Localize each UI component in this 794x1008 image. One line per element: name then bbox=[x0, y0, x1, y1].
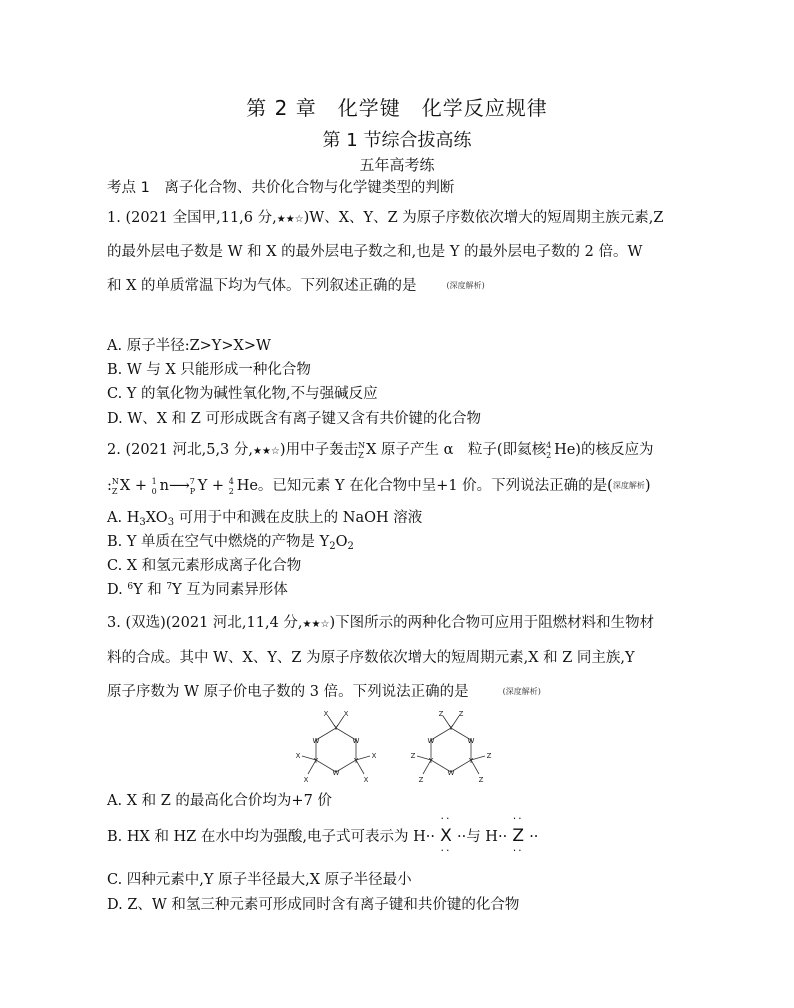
q3-stem-line3: 原子序数为 W 原子价电子数的 3 倍。下列说法正确的是 (深度解析) bbox=[107, 684, 541, 700]
q1-option-c: C. Y 的氧化物为碱性氧化物,不与强碱反应 bbox=[107, 386, 378, 402]
svg-text:W: W bbox=[312, 737, 320, 745]
q2-option-d: D. $^6$Y 和 $^7$Y 互为同素异形体 bbox=[107, 582, 288, 598]
nuclide-x: N Z bbox=[358, 441, 366, 460]
answer-tag: (深度解析) bbox=[502, 687, 541, 697]
svg-text:X: X bbox=[363, 776, 369, 784]
svg-text:X: X bbox=[343, 710, 349, 718]
topic-heading: 考点 1 离子化合物、共价化合物与化学键类型的判断 bbox=[107, 180, 455, 196]
q1-stem-line1: 1. (2021 全国甲,11,6 分,★★☆)W、X、Y、Z 为原子序数依次增大的短周期主族元素,Z bbox=[107, 210, 664, 226]
svg-text:X: X bbox=[295, 752, 301, 760]
q3-stem-line2: 料的合成。其中 W、X、Y、Z 为原子序数依次增大的短周期元素,X 和 Z 同主族,Y bbox=[107, 650, 635, 666]
chapter-title: 第 2 章 化学键 化学反应规律 bbox=[246, 96, 548, 120]
svg-text:Y: Y bbox=[313, 757, 319, 765]
difficulty-stars: ★★☆ bbox=[302, 619, 330, 630]
svg-text:X: X bbox=[323, 710, 329, 718]
svg-text:Z: Z bbox=[438, 710, 444, 718]
svg-text:Z: Z bbox=[418, 776, 424, 784]
nuclide-he: 4 2 bbox=[546, 441, 552, 460]
subtitle: 五年高考练 bbox=[359, 156, 435, 174]
svg-text:W: W bbox=[467, 737, 475, 745]
q2-nuclear-equation: : N Z X + 1 0 n⟶ 7 P Y + 4 2 He。已知元素 Y 在化合物中呈+1 价。下列说法正确的是(深度解析) bbox=[107, 477, 651, 496]
q1-option-a: A. 原子半径:Z>Y>X>W bbox=[107, 338, 271, 354]
q3-option-a: A. X 和 Z 的最高化合价均为+7 价 bbox=[107, 793, 332, 809]
svg-text:Y: Y bbox=[353, 757, 359, 765]
difficulty-stars: ★★☆ bbox=[253, 446, 280, 457]
lewis-x: ·· X ·· bbox=[440, 812, 452, 857]
reaction-arrow: ⟶ bbox=[168, 478, 190, 494]
q1-stem-line2: 的最外层电子数是 W 和 X 的最外层电子数之和,也是 Y 的最外层电子数的 2 倍。W bbox=[107, 244, 643, 260]
answer-tag: 深度解析 bbox=[612, 481, 645, 491]
svg-text:Y: Y bbox=[333, 724, 339, 732]
q3-option-c: C. 四种元素中,Y 原子半径最大,X 原子半径最小 bbox=[107, 872, 412, 888]
svg-text:W: W bbox=[427, 737, 435, 745]
q3-option-d: D. Z、W 和氢三种元素可形成同时含有离子键和共价键的化合物 bbox=[107, 897, 520, 913]
q3-option-b: B. HX 和 HZ 在水中均为强酸,电子式可表示为 H·· ·· X ·· ··与 H·· ·· Z ·· ·· bbox=[107, 812, 539, 857]
svg-text:W: W bbox=[447, 769, 455, 777]
q3-stem-line1: 3. (双选)(2021 河北,11,4 分,★★☆)下图所示的两种化合物可应用于阻燃材料和生物材 bbox=[107, 615, 655, 631]
svg-text:W: W bbox=[352, 737, 360, 745]
lewis-z: ·· Z ·· bbox=[512, 812, 525, 857]
svg-text:Y: Y bbox=[468, 757, 474, 765]
svg-text:Z: Z bbox=[458, 710, 464, 718]
svg-text:Y: Y bbox=[428, 757, 434, 765]
svg-text:Z: Z bbox=[486, 752, 492, 760]
svg-text:X: X bbox=[303, 776, 309, 784]
svg-text:Z: Z bbox=[410, 752, 416, 760]
difficulty-stars: ★★☆ bbox=[276, 214, 304, 225]
svg-text:X: X bbox=[371, 752, 377, 760]
q2-option-a: A. $H_3XO_3$ 可用于中和溅在皮肤上的 NaOH 溶液 bbox=[107, 510, 423, 528]
q2-stem-line1: 2. (2021 河北,5,3 分,★★☆)用中子轰击 N Z X 原子产生 α 粒子(即氦核 4 2 He)的核反应为 bbox=[107, 441, 654, 460]
q1-option-d: D. W、X 和 Z 可形成既含有离子键又含有共价键的化合物 bbox=[107, 411, 481, 427]
answer-tag: (深度解析) bbox=[446, 281, 485, 291]
q1-stem-line3: 和 X 的单质常温下均为气体。下列叙述正确的是 (深度解析) bbox=[107, 278, 485, 294]
q1-option-b: B. W 与 X 只能形成一种化合物 bbox=[107, 362, 311, 378]
molecule-left-labels bbox=[296, 710, 377, 784]
svg-text:Y: Y bbox=[448, 724, 454, 732]
svg-text:Z: Z bbox=[478, 776, 484, 784]
molecule-structures bbox=[0, 708, 794, 788]
svg-text:W: W bbox=[332, 769, 340, 777]
molecule-right-labels bbox=[411, 710, 492, 784]
q2-option-b: B. Y 单质在空气中燃烧的产物是 $Y_2O_2$ bbox=[107, 534, 354, 552]
section-title: 第 1 节综合拔高练 bbox=[322, 130, 472, 151]
q2-option-c: C. X 和氢元素形成离子化合物 bbox=[107, 558, 302, 574]
